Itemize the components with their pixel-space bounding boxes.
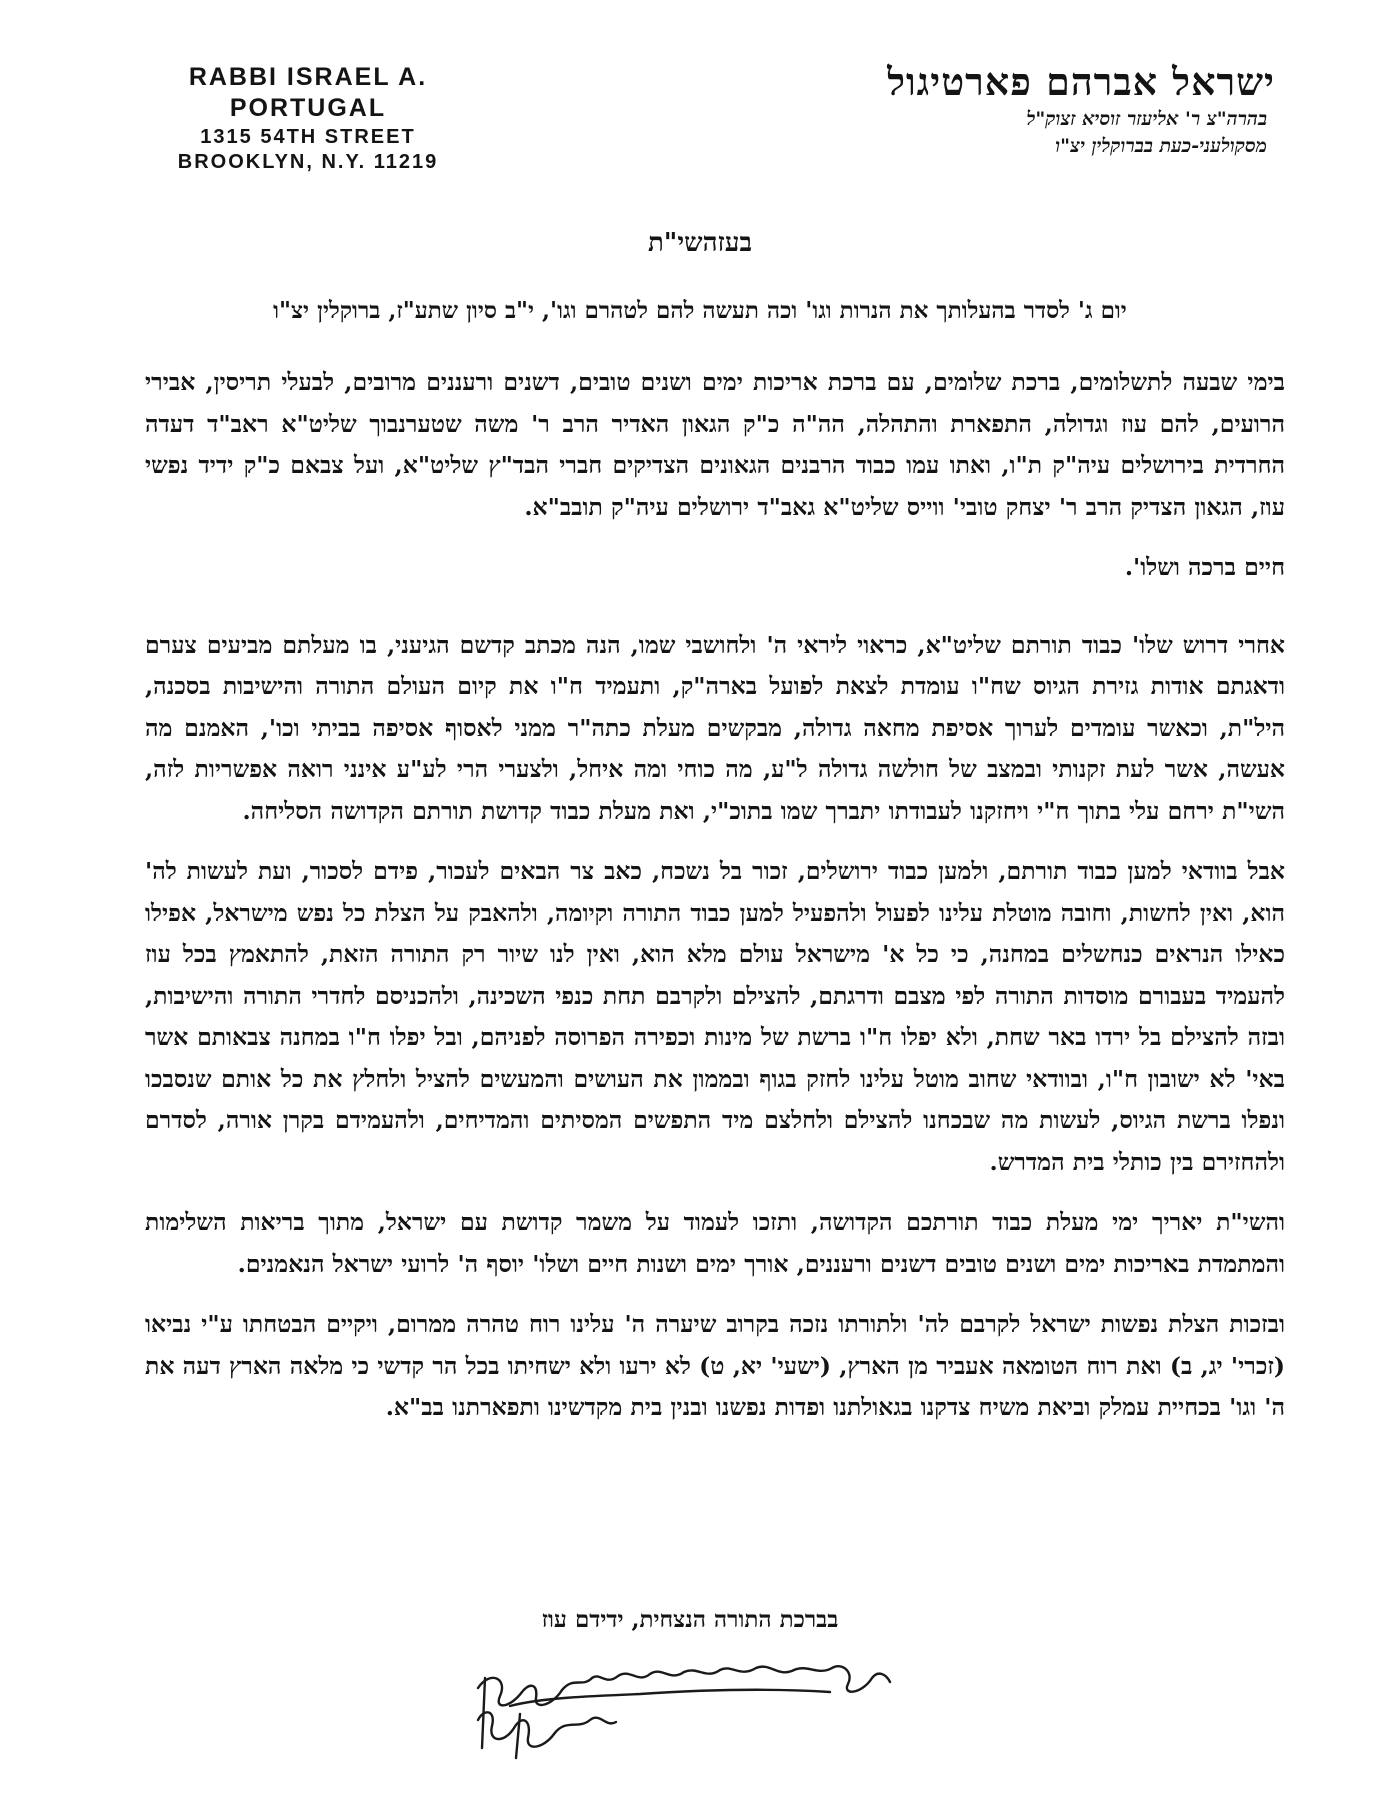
body-paragraph: אבל בוודאי למען כבוד תורתם, ולמען כבוד ירושלים, זכור בל נשכח, כאב צר הבאים לעכור, פידם לסכור, ועת לעשות לה' הוא, ואין לחשות, וחובה מוטלת עלינו לפעול ולהפעיל למען כבוד התורה וקיומה, ולהאבק על הצלת כל נפש מישראל, אפילו כאילו הנראים כנחשלים במחנה, כי כל א' מישראל עולם מלא הוא, ואין לנו שיור רק התורה הזאת, להתאמץ בכל עוז להעמיד בעבורם מוסדות התורה לפי מצבם ודרגתם, להצילם ולקרבם תחת כנפי השכינה, ולהכניסם לחדרי התורה והישיבות, ובזה להצילם בל ירדו באר שחת, ולא יפלו ח"ו ברשת של מינות וכפירה הפרוסה לפניהם, ובל יפלו ח"ו במחנה צבאותם אשר באי' לא ישובון ח"ו, ובוודאי שחוב מוטל עלינו לחזק בגוף ובממון את העושים והמעשים להציל ולחלץ את כל אותם שנסבכו ונפלו ברשת הגיוס, לעשות מה שבכחנו להצילם ולחלצם מיד התפשים המסיתים והמדיחים, ולהעמידם בקרן אורה, לסדרם ולהחזירם בין כותלי בית המדרש. [145, 857, 1285, 1176]
salutation-line: חיים ברכה ושלו'. [1124, 553, 1285, 581]
opening-invocation: בעזהשי"ת [647, 228, 753, 258]
handwritten-signature [470, 1648, 900, 1763]
body-paragraph: אחרי דרוש שלו' כבוד תורתם שליט"א, כראוי ליראי ה' ולחושבי שמו, הנה מכתב קדשם הגיעני, בו מעלתם מביעים צערם ודאגתם אודות גזירת הגיוס שח"ו עומדת לצאת לפועל בארה"ק, ותעמיד ח"ו את קיום העולם התורה והישיבות בסכנה, היל"ת, וכאשר עומדים לערוך אסיפת מחאה גדולה, מבקשים מעלת כתה"ר ממני לאסוף אסיפה בביתי וכו', האמנם מה אעשה, אשר לעת זקנותי ובמצב של חולשה גדולה ל"ע, מה כוחי ומה איחל, ולצערי הרי לע"ע אינני רואה אפשריות לזה, השי"ת ירחם עלי בתוך ח"י ויחזקנו לעבודתו יתברך שמו בתוכ"י, ואת מעלת כבוד קדושת תורתם הקדושה הסליחה. [145, 630, 1286, 825]
date-line: יום ג' לסדר בהעלותך את הנרות וגו' וכה תעשה להם לטהרם וגו', י"ב סיון שתע"ז, ברוקלין יצ"ו [273, 297, 1127, 324]
hebrew-lineage-line: בהרה"צ ר' אליעזר זוסיא זצוק"ל [1026, 107, 1267, 130]
hebrew-letterhead [755, 60, 1275, 159]
greeting-paragraph: בימי שבעה לתשלומים, ברכת שלומים, עם ברכת אריכות ימים ושנים טובים, דשנים ורעננים מרובים, לבעלי תריסין, אבירי הרועים, להם עוז וגדולה, התפארת והתהלה, הה"ה כ"ק הגאון האדיר הרב ר' משה שטערנבוך שליט"א ראב"ד דעדה החרדית בירושלים עיה"ק ת"ו, ואתו עמו כבוד הרבנים הגאונים הצדיקים חברי הבד"ץ שליט"א, ועל צבאם כ"ק ידיד נפשי עוז, הגאון הצדיק הרב ר' יצחק טובי' ווייס שליט"א גאב"ד ירושלים עיה"ק תובב"א. [145, 368, 1285, 521]
letter-body [145, 362, 1285, 1448]
blessing-paragraph: והשי"ת יאריך ימי מעלת כבוד תורתכם הקדושה, ותזכו לעמוד על משמר קדושת עם ישראל, מתוך בריאות השלימות והמתמדת באריכות ימים ושנים טובים דשנים ורעננים, אורך ימים ושנות חיים ושלו' יוסף ה' לרועי ישראל הנאמנים. [145, 1208, 1285, 1278]
hebrew-rabbi-name: ישראל אברהם פארטיגול [887, 59, 1275, 104]
hebrew-location-line: מסקולעני-כעת בברוקלין יצ"ו [1055, 135, 1267, 158]
english-letterhead [128, 62, 488, 175]
english-street-address: 1315 54TH STREET [200, 125, 416, 148]
english-city-address: BROOKLYN, N.Y. 11219 [177, 150, 439, 173]
closing-line: בברכת התורה הנצחית, ידידם עוז [541, 1606, 839, 1633]
english-rabbi-name: RABBI ISRAEL A. PORTUGAL [188, 63, 428, 123]
closing-paragraph: ובזכות הצלת נפשות ישראל לקרבם לה' ולתורתו נזכה בקרוב שיערה ה' עלינו רוח טהרה ממרום, ויקיים הבטחתו ע"י נביאו (זכרי' יג, ב) ואת רוח הטומאה אעביר מן הארץ, (ישעי' יא, ט) לא ירעו ולא ישחיתו בכל הר קדשי כי מלאה הארץ דעה את ה' וגו' בכחיית עמלק וביאת משיח צדקנו בגאולתנו ופדות נפשנו ובנין בית מקדשינו ותפארתנו בב"א. [145, 1310, 1285, 1421]
